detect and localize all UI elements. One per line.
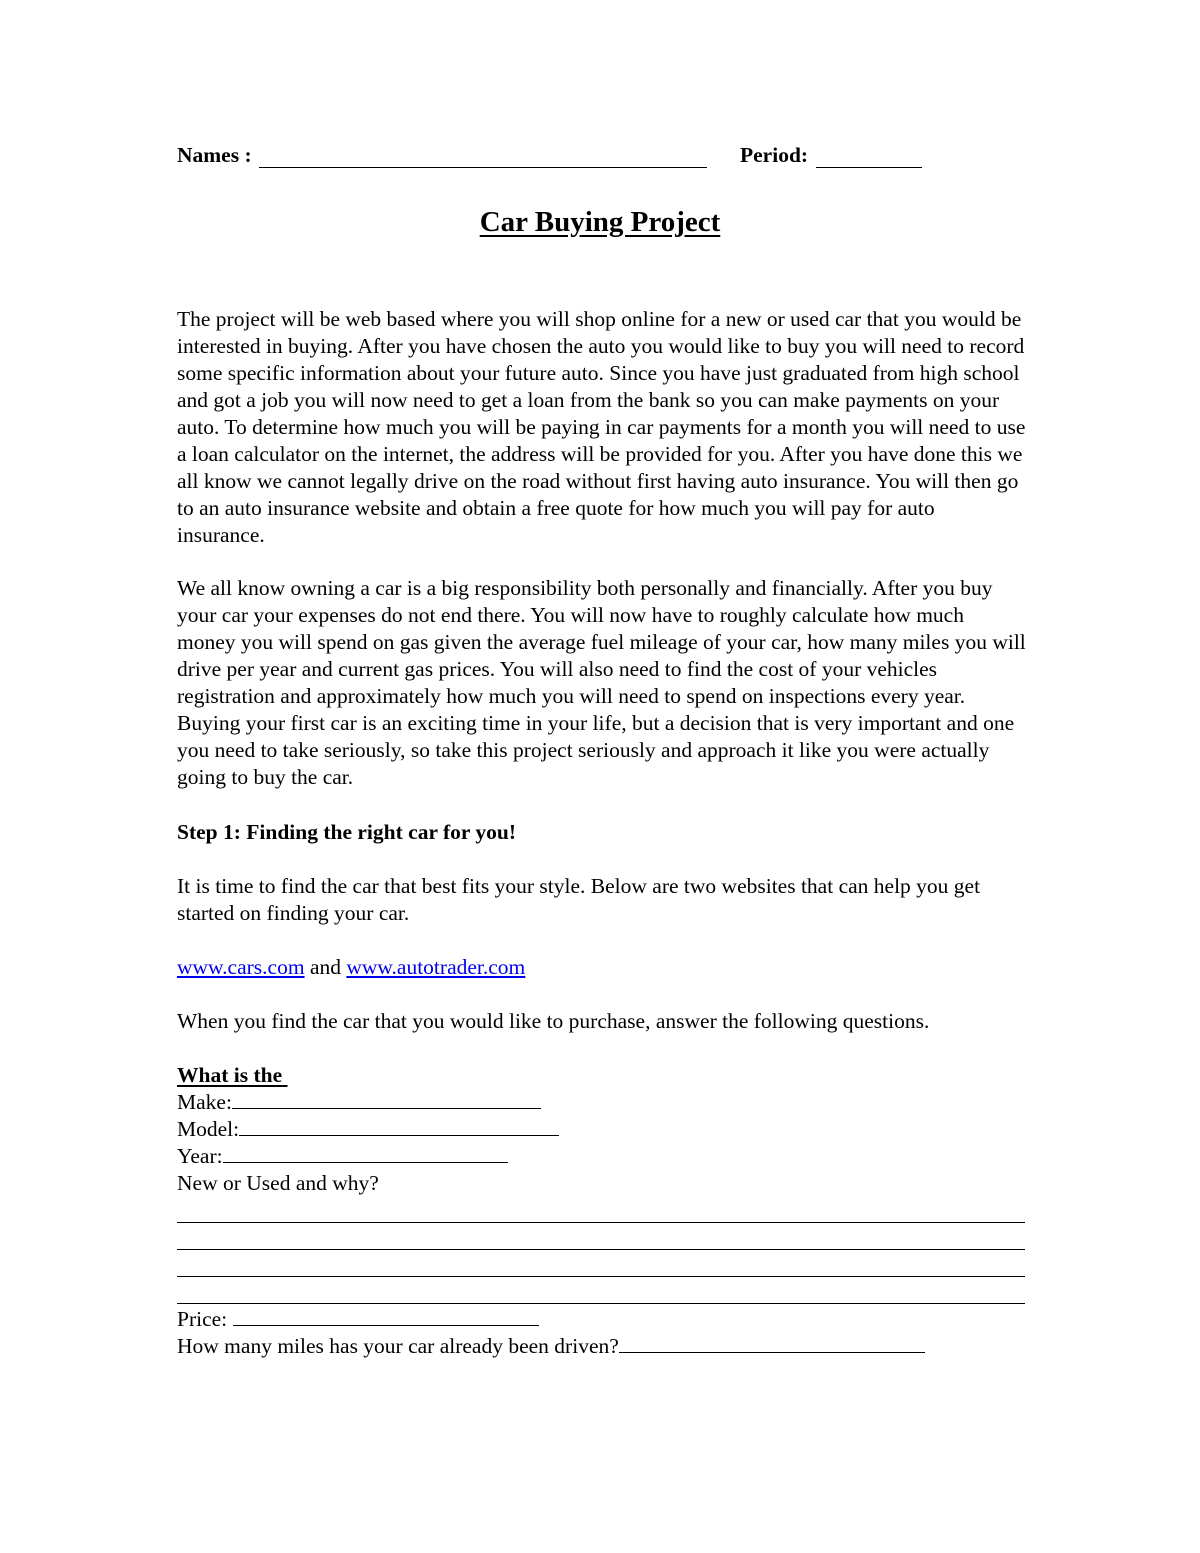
model-label: Model: bbox=[177, 1117, 240, 1141]
price-field bbox=[177, 1306, 1027, 1333]
new-or-used-field bbox=[177, 1170, 1027, 1197]
year-label: Year: bbox=[177, 1144, 223, 1168]
intro-paragraph-2: We all know owning a car is a big responsibility both personally and financially. After you buy your car your expenses do not end there. You will now have to roughly calculate how much money you will spend on gas given the average fuel mileage of your car, how many miles you will drive per year and current gas prices. You will also need to find the cost of your vehicles registration and approximately how much you will need to spend on inspections every year. Buying your first car is an exciting time in your life, but a decision that is very important and one you need to take seriously, so take this project seriously and approach it like you were actually going to buy the car. bbox=[177, 576, 1026, 789]
price-blank-line[interactable] bbox=[233, 1324, 539, 1326]
step1-instruction: When you find the car that you would like to purchase, answer the following questions. bbox=[177, 1009, 930, 1033]
names-blank-line[interactable] bbox=[259, 167, 707, 168]
miles-field bbox=[177, 1333, 1027, 1360]
header-line bbox=[177, 143, 937, 173]
intro-paragraph-1: The project will be web based where you will shop online for a new or used car that you would be interested in buying. After you have chosen the auto you would like to buy you will need to record some specific information about your future auto. Since you have just graduated from high school and got a job you will now need to get a loan from the bank so you can make payments on your auto. To determine how much you will be paying in car payments for a month you will need to use a loan calculator on the internet, the address will be provided for you. After you have done this we all know we cannot legally drive on the road without first having auto insurance. You will then go to an auto insurance website and obtain a free quote for how much you will pay for auto insurance. bbox=[177, 307, 1026, 547]
what-is-the-heading bbox=[177, 1062, 1027, 1089]
period-blank-line[interactable] bbox=[816, 167, 922, 168]
miles-label: How many miles has your car already been driven? bbox=[177, 1334, 619, 1358]
step1-paragraph: It is time to find the car that best fits your style. Below are two websites that can help you get started on finding your car. bbox=[177, 874, 981, 925]
model-blank-line[interactable] bbox=[239, 1134, 559, 1136]
names-label: Names : bbox=[177, 143, 252, 167]
answer-line-2[interactable] bbox=[177, 1249, 1025, 1250]
answer-line-4[interactable] bbox=[177, 1303, 1025, 1304]
miles-blank-line[interactable] bbox=[619, 1351, 925, 1353]
make-label: Make: bbox=[177, 1090, 232, 1114]
period-label: Period: bbox=[740, 143, 809, 167]
make-blank-line[interactable] bbox=[232, 1107, 541, 1109]
what-is-the-label: What is the bbox=[177, 1063, 283, 1087]
model-field bbox=[177, 1116, 1027, 1143]
price-label: Price: bbox=[177, 1307, 228, 1331]
year-blank-line[interactable] bbox=[223, 1161, 508, 1163]
answer-line-1[interactable] bbox=[177, 1222, 1025, 1223]
link-joiner: and bbox=[309, 955, 341, 979]
new-or-used-label: New or Used and why? bbox=[177, 1171, 379, 1195]
year-field bbox=[177, 1143, 1027, 1170]
cars-com-link[interactable]: www.cars.com bbox=[177, 955, 305, 979]
answer-line-3[interactable] bbox=[177, 1276, 1025, 1277]
website-links bbox=[177, 954, 1027, 981]
autotrader-link[interactable]: www.autotrader.com bbox=[346, 955, 526, 979]
page-title: Car Buying Project bbox=[479, 206, 721, 238]
make-field bbox=[177, 1089, 1027, 1116]
step1-heading: Step 1: Finding the right car for you! bbox=[177, 820, 517, 844]
